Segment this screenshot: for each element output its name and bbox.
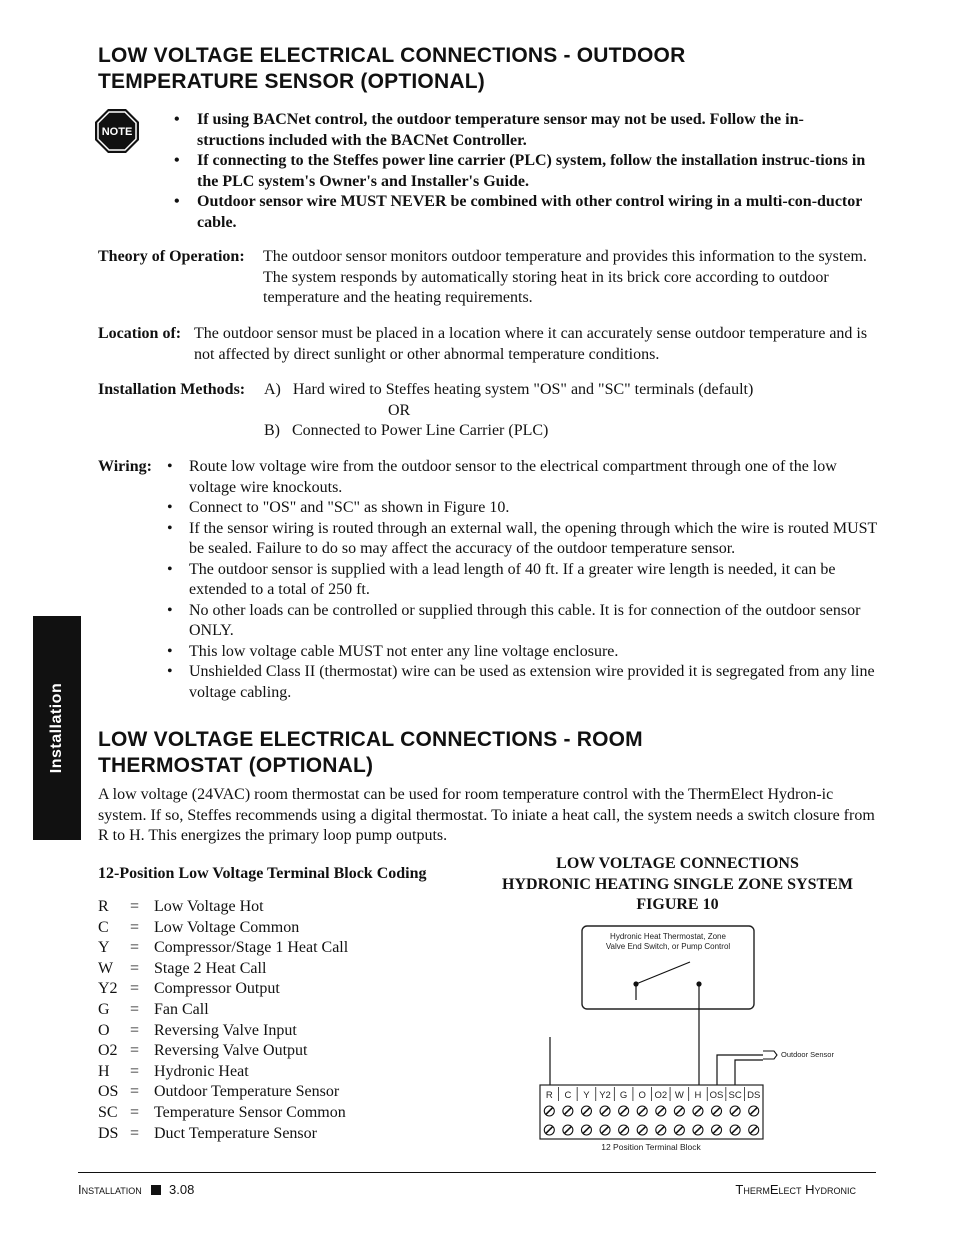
terminal-label: O2	[654, 1090, 668, 1101]
terminal-label: Y2	[599, 1090, 611, 1101]
terminal-label: R	[545, 1090, 553, 1101]
terminal-label: O	[638, 1090, 646, 1101]
code-row: G = Fan Call	[98, 1000, 209, 1018]
wiring-label: Wiring:	[98, 458, 152, 475]
note-label: NOTE	[101, 126, 133, 138]
figure-title-line: HYDRONIC HEATING SINGLE ZONE SYSTEM	[502, 875, 853, 893]
wiring-item: • The outdoor sensor is supplied with a lead length of 40 ft. If a greater wire length is needed, it can be extended to a total of 250 ft.	[163, 560, 883, 601]
code-row: R = Low Voltage Hot	[98, 898, 264, 915]
code-row: O2 = Reversing Valve Output	[98, 1042, 308, 1060]
wiring-diagram	[530, 920, 880, 1160]
code-row: H = Hydronic Heat	[98, 1062, 249, 1080]
footer-section: Installation	[78, 1182, 142, 1197]
code-row: O = Reversing Valve Input	[98, 1021, 297, 1039]
wiring-item: • If the sensor wiring is routed through an external wall, the opening through which the wire is routed MUST be sealed. Failure to do so may affect the accuracy of the outdoor temperature sensor.	[163, 519, 883, 560]
thermostat-label: Hydronic Heat Thermostat, Zone	[610, 932, 726, 941]
code-row: C = Low Voltage Common	[98, 918, 300, 936]
figure-title-line: LOW VOLTAGE CONNECTIONS	[556, 855, 799, 872]
wiring-item: • Connect to "OS" and "SC" as shown in Figure 10.	[163, 498, 883, 519]
terminal-block-label: 12 Position Terminal Block	[601, 1142, 701, 1152]
terminal-label: C	[564, 1090, 572, 1101]
code-row: Y2 = Compressor Output	[98, 980, 280, 998]
method-a: A) Hard wired to Steffes heating system "OS" and "SC" terminals (default)	[264, 381, 754, 398]
thermostat-intro: A low voltage (24VAC) room thermostat can be used for room temperature control with the ThermElect Hydron-ic system. If so, Steffes recommends using a digital thermostat. To iniate a heat call, the system needs a switch closure from R to H. This energizes the primary loop pump outputs.	[98, 786, 875, 845]
outdoor-sensor-icon	[763, 1051, 777, 1059]
terminal-label: Y	[583, 1090, 590, 1101]
location-text: The outdoor sensor must be placed in a location where it can accurately sense outdoor temperature and is not affected by direct sunlight or other abnormal temperature conditions.	[194, 325, 868, 363]
coding-title: 12-Position Low Voltage Terminal Block Coding	[98, 865, 427, 882]
methods-label: Installation Methods:	[98, 381, 246, 398]
note-item: • If connecting to the Steffes power line carrier (PLC) system, follow the installation instruc-tions in the PLC system's Owner's and Installer's Guide.	[170, 151, 870, 192]
section-heading-room-thermostat	[98, 727, 643, 779]
wiring-item: • Route low voltage wire from the outdoor sensor to the electrical compartment through one of the low voltage wire knockouts.	[163, 457, 883, 498]
code-list	[98, 897, 348, 1144]
wiring-item: • This low voltage cable MUST not enter any line voltage enclosure.	[163, 642, 883, 663]
terminal-label: DS	[747, 1090, 761, 1101]
terminal-label: G	[619, 1090, 628, 1101]
heading-line: TEMPERATURE SENSOR (OPTIONAL)	[98, 70, 485, 93]
code-row: DS = Duct Temperature Sensor	[98, 1124, 317, 1142]
figure-title	[470, 854, 885, 916]
method-b: B) Connected to Power Line Carrier (PLC)	[264, 422, 549, 439]
theory-text: The outdoor sensor monitors outdoor temperature and provides this information to the system. The system responds by automatically storing heat in its brick core according to outdoor temperature and the heating requirements.	[263, 248, 867, 307]
section-heading-outdoor-sensor	[98, 43, 685, 95]
note-item: • Outdoor sensor wire MUST NEVER be combined with other control wiring in a multi-con-ductor cable.	[170, 192, 870, 233]
outdoor-sensor-label: Outdoor Sensor	[781, 1050, 834, 1059]
code-row: SC = Temperature Sensor Common	[98, 1103, 346, 1121]
heading-line: LOW VOLTAGE ELECTRICAL CONNECTIONS - ROOM	[98, 728, 643, 751]
heading-line: LOW VOLTAGE ELECTRICAL CONNECTIONS - OUTDOOR	[98, 44, 686, 67]
terminal-label: W	[674, 1090, 684, 1101]
code-row: Y = Compressor/Stage 1 Heat Call	[98, 939, 349, 957]
terminal-label: OS	[709, 1090, 724, 1101]
note-list	[170, 110, 870, 234]
location-label: Location of:	[98, 325, 182, 342]
side-tab-label: Installation	[48, 682, 65, 774]
footer-left	[78, 1182, 194, 1197]
footer-page-number: 3.08	[169, 1182, 195, 1197]
wiring-item: • No other loads can be controlled or supplied through this cable. It is for connection of the outdoor sensor ONLY.	[163, 601, 883, 642]
note-stop-icon	[94, 108, 140, 154]
heading-line: THERMOSTAT (OPTIONAL)	[98, 754, 374, 777]
thermostat-label: Valve End Switch, or Pump Control	[605, 942, 731, 951]
code-row: OS = Outdoor Temperature Sensor	[98, 1083, 340, 1101]
wiring-list	[163, 457, 883, 703]
side-tab	[33, 616, 81, 840]
footer-right: ThermElect Hydronic	[735, 1182, 856, 1197]
theory-label: Theory of Operation:	[98, 248, 245, 265]
code-row: W = Stage 2 Heat Call	[98, 959, 267, 977]
footer-rule	[78, 1172, 876, 1173]
terminal-label: H	[694, 1090, 702, 1101]
method-or: OR	[388, 402, 411, 419]
wiring-item: • Unshielded Class II (thermostat) wire can be used as extension wire provided it is segregated from any line voltage cabling.	[163, 662, 883, 703]
note-item: • If using BACNet control, the outdoor temperature sensor may not be used. Follow the in-structions included with the BACNet Controller.	[170, 110, 870, 151]
footer-square-icon	[151, 1185, 161, 1195]
terminal-label: SC	[728, 1090, 742, 1101]
figure-title-line: FIGURE 10	[636, 896, 719, 914]
